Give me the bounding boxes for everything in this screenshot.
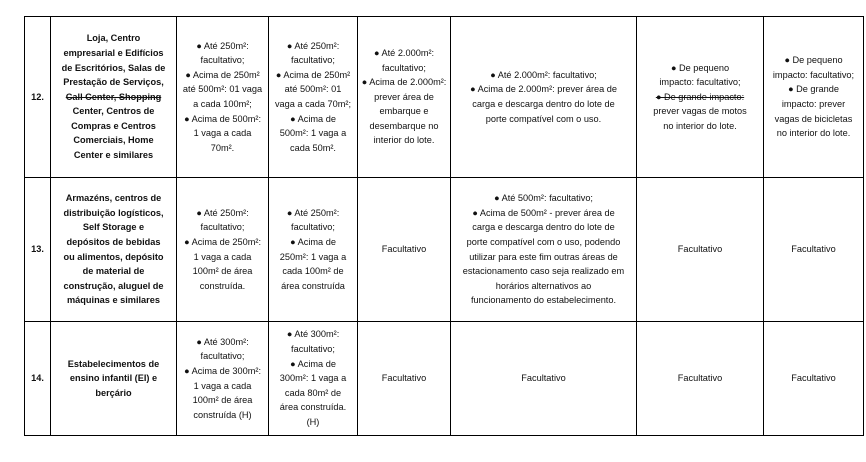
cell-line: ● Acima de 500m² - prever área de <box>472 207 615 218</box>
cell-line: ● Acima de 250m²: <box>183 236 262 247</box>
car-parking-cell <box>177 322 269 436</box>
cell-line: Facultativo <box>381 244 427 255</box>
cell-line: até 500m²: 01 <box>284 84 342 95</box>
boarding-area-cell <box>358 178 451 322</box>
cell-line: Center, Centros de <box>72 106 155 117</box>
cell-line: 1 vaga a cada <box>193 380 252 391</box>
table-row <box>25 322 864 436</box>
cell-line: 300m²: 1 vaga a <box>279 373 347 384</box>
cell-line: ● Acima de 250m² <box>275 69 351 80</box>
cell-line: ● Até 300m²: <box>196 336 249 347</box>
cell-line: ● Acima de 2.000m²: prever área de <box>469 84 617 95</box>
cell-line: horários alternativos ao <box>495 280 592 291</box>
cell-line: construída. <box>199 280 246 291</box>
cell-line: de Escritórios, Salas de <box>61 62 166 73</box>
car-parking-cell-2 <box>269 17 358 178</box>
cell-line: desembarque no <box>369 120 439 131</box>
cell-line: construção, aluguel de <box>63 280 164 291</box>
cell-line: Compras e Centros <box>71 120 156 131</box>
cell-line: Facultativo <box>521 373 566 384</box>
cell-line: ● De grande impacto: <box>655 91 745 102</box>
cell-line: distribuição logísticos, <box>63 207 164 218</box>
cell-line: 1 vaga a cada <box>193 128 252 139</box>
motorcycle-parking-cell <box>637 17 764 178</box>
category-cell <box>51 322 177 436</box>
cell-line: porte compatível com o uso. <box>485 113 602 124</box>
cell-line: Self Storage e <box>82 222 145 233</box>
cell-line: carga e descarga dentro do lote de <box>472 99 615 109</box>
cell-line: impacto: prever <box>781 99 846 109</box>
cell-line: área construída <box>281 280 345 291</box>
cell-line: impacto: facultativo; <box>659 77 741 88</box>
regulation-table <box>24 16 864 436</box>
cell-line: Comerciais, Home <box>73 135 154 146</box>
row-number: 13. <box>25 178 51 322</box>
cell-line: ● Acima de 500m²: <box>183 113 262 124</box>
cell-line: Facultativo <box>677 244 723 255</box>
cell-line: facultativo; <box>200 351 245 362</box>
cell-line: cada 50m². <box>290 142 336 153</box>
cell-line: Prestação de Serviços, <box>63 77 164 88</box>
cell-line: facultativo; <box>291 344 335 355</box>
cell-line: carga e descarga dentro do lote de <box>472 222 615 233</box>
cell-line: ● Acima de 250m² <box>185 69 260 80</box>
table-row <box>25 17 864 178</box>
cell-line: prever área de <box>374 91 434 102</box>
car-parking-cell <box>177 17 269 178</box>
cell-line: Loja, Centro <box>86 33 141 44</box>
cell-line: Facultativo <box>381 373 427 384</box>
cell-line: ● Acima de 2.000m²: <box>361 77 447 88</box>
cell-line: (H) <box>306 416 320 427</box>
cell-line: ● Até 250m²: <box>196 40 249 51</box>
category-cell <box>51 17 177 178</box>
cell-line: 70m². <box>210 142 235 153</box>
cell-line: Facultativo <box>791 244 836 255</box>
bicycle-parking-cell <box>764 178 864 322</box>
cell-line: facultativo; <box>291 222 335 233</box>
cell-line: ensino infantil (EI) e <box>69 373 158 384</box>
cell-line: no interior do lote. <box>663 120 737 131</box>
cell-line: máquinas e similares <box>67 295 160 306</box>
cell-line: depósitos de bebidas <box>66 236 161 247</box>
cell-line: berçário <box>95 387 132 398</box>
cell-line: interior do lote. <box>373 135 435 146</box>
cell-line: empresarial e Edifícios <box>63 47 164 58</box>
motorcycle-parking-cell <box>637 322 764 436</box>
cell-line: no interior do lote. <box>776 128 851 139</box>
cell-line: 1 vaga a cada <box>193 251 252 262</box>
cell-line: facultativo; <box>291 55 335 66</box>
cell-line: ● De pequeno <box>784 55 843 66</box>
cell-line: Armazéns, centros de <box>65 193 162 204</box>
bicycle-parking-cell <box>764 322 864 436</box>
cell-line: ● Acima de 300m²: <box>183 365 262 376</box>
cell-line: cada 80m² de <box>284 387 342 398</box>
cell-line: 100m² de área <box>192 395 253 406</box>
cell-line: ● Acima de <box>290 113 336 124</box>
cell-line: impacto: facultativo; <box>772 69 855 80</box>
cell-line: Facultativo <box>677 373 723 384</box>
cell-line: área construída. <box>279 402 347 413</box>
table-body <box>25 17 864 436</box>
cell-line: ou alimentos, depósito <box>63 251 164 262</box>
boarding-area-cell <box>358 322 451 436</box>
cell-line: facultativo; <box>200 55 245 66</box>
cell-line: 250m²: 1 vaga a <box>279 251 347 262</box>
cell-line: facultativo; <box>200 222 245 233</box>
cell-line: ● Até 2.000m²: facultativo; <box>490 69 597 80</box>
cell-line: 100m² de área <box>192 266 253 277</box>
car-parking-cell-2 <box>269 178 358 322</box>
row-number: 12. <box>25 17 51 178</box>
loading-area-cell <box>451 17 637 178</box>
table-row <box>25 178 864 322</box>
category-cell <box>51 178 177 322</box>
cell-line: 500m²: 1 vaga a <box>279 128 347 139</box>
cell-line: funcionamento do estabelecimento. <box>470 295 617 306</box>
cell-line: a cada 100m²; <box>193 99 252 109</box>
cell-line: Center e similares <box>73 150 154 161</box>
cell-line: vagas de bicicletas <box>774 113 853 124</box>
cell-line: ● De grande <box>787 84 839 95</box>
cell-line: Call Center, Shopping <box>65 91 162 102</box>
cell-line: ● Até 250m²: <box>286 40 340 51</box>
car-parking-cell <box>177 178 269 322</box>
cell-line: ● Acima de <box>290 236 336 247</box>
cell-line: ● Até 500m²: facultativo; <box>493 193 593 204</box>
cell-line: vaga a cada 70m²; <box>274 99 352 109</box>
cell-line: de material de <box>82 266 145 277</box>
bicycle-parking-cell <box>764 17 864 178</box>
loading-area-cell <box>451 322 637 436</box>
cell-line: ● De pequeno <box>670 62 730 73</box>
cell-line: embarque e <box>379 106 429 117</box>
cell-line: ● Até 250m²: <box>196 207 249 218</box>
cell-line: ● Até 2.000m²: <box>373 47 435 58</box>
boarding-area-cell <box>358 17 451 178</box>
row-number: 14. <box>25 322 51 436</box>
cell-line: cada 100m² de <box>282 266 344 277</box>
cell-line: facultativo; <box>382 62 426 73</box>
motorcycle-parking-cell <box>637 178 764 322</box>
cell-line: ● Até 300m²: <box>286 329 340 340</box>
cell-line: ● Até 250m²: <box>286 207 340 218</box>
cell-line: até 500m²: 01 vaga <box>182 84 263 95</box>
cell-line: porte compatível com o uso, podendo <box>466 236 621 247</box>
cell-line: Estabelecimentos de <box>67 358 160 369</box>
cell-line: estacionamento caso seja realizado em <box>462 266 625 277</box>
cell-line: Facultativo <box>791 373 836 384</box>
cell-line: construída (H) <box>193 409 252 420</box>
cell-line: utilizar para este fim outras áreas de <box>469 251 618 262</box>
loading-area-cell <box>451 178 637 322</box>
cell-line: ● Acima de <box>290 358 336 369</box>
cell-line: prever vagas de motos <box>653 106 747 117</box>
car-parking-cell-2 <box>269 322 358 436</box>
